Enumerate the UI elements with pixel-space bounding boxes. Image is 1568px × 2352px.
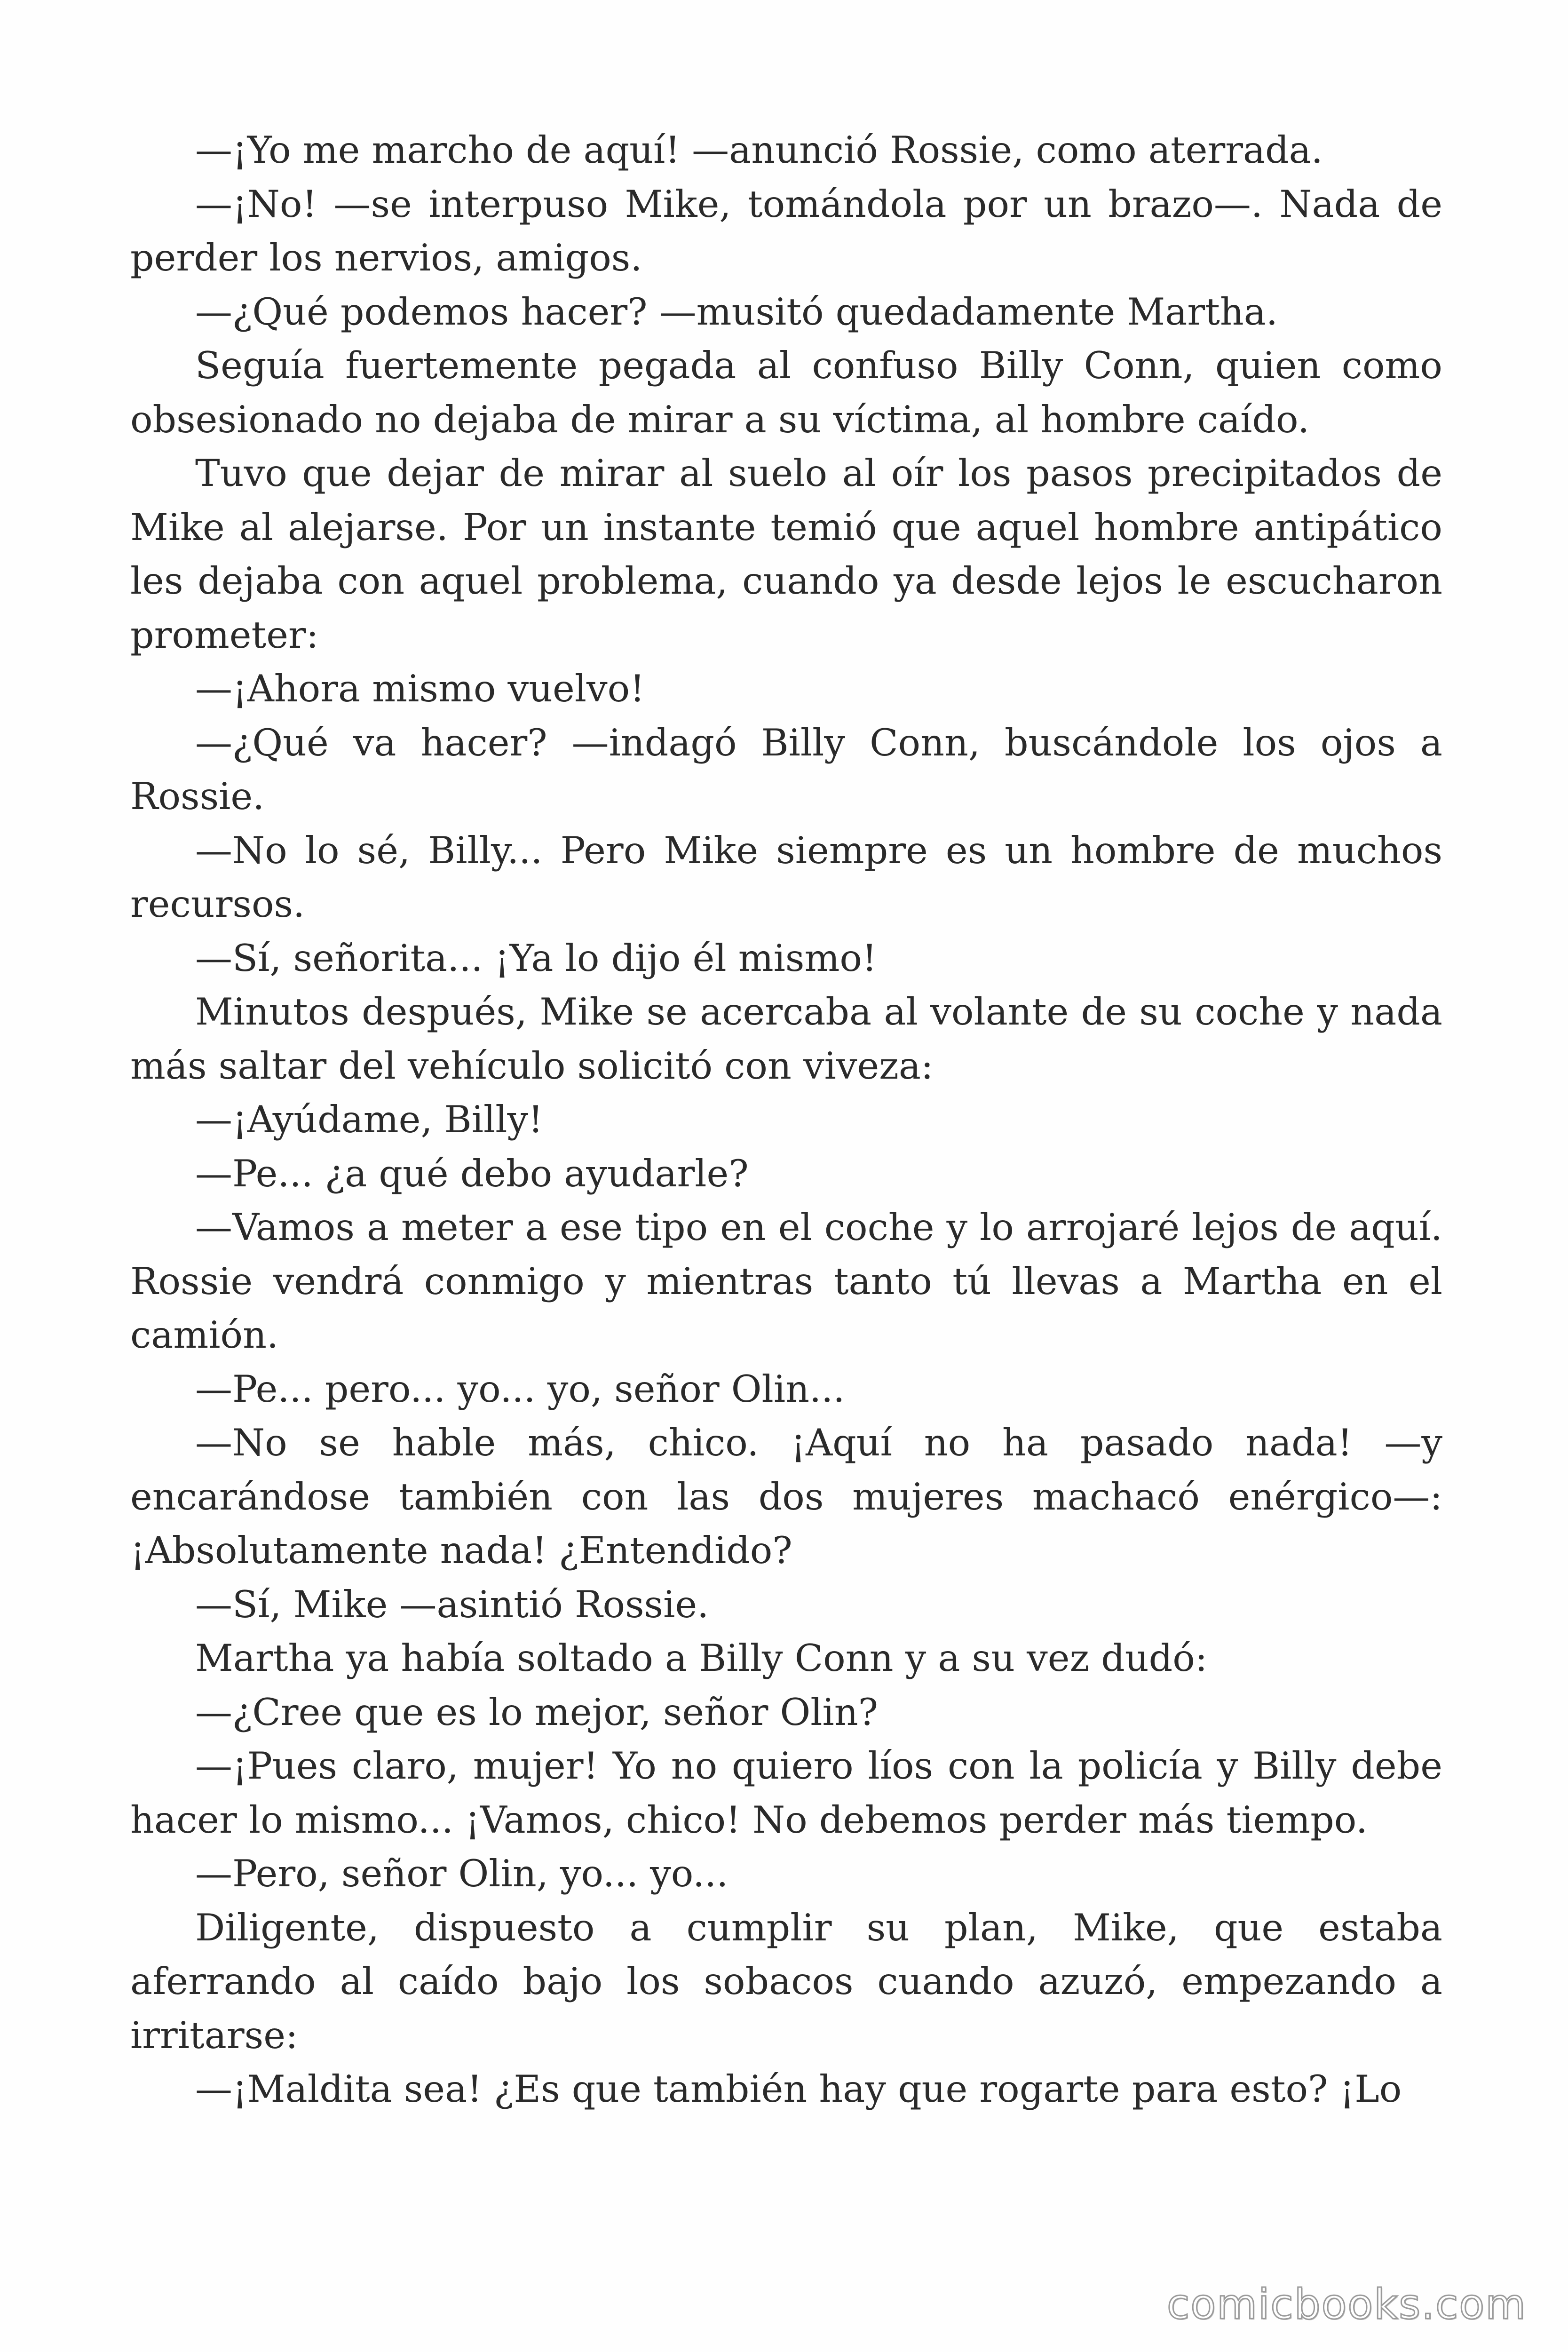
page-body-text [130, 123, 1442, 2116]
paragraph: Diligente, dispuesto a cumplir su plan, Mike, que estaba aferrando al caído bajo los sobacos cuando azuzó, empezando a irritarse: [130, 1906, 1442, 2057]
paragraph: Martha ya había soltado a Billy Conn y a su vez dudó: [195, 1637, 1208, 1680]
paragraph: —¡Pues claro, mujer! Yo no quiero líos con la policía y Billy debe hacer lo mismo... ¡Vamos, chico! No debemos perder más tiempo. [130, 1744, 1442, 1842]
paragraph: —¡Ahora mismo vuelvo! [195, 667, 645, 710]
paragraph: —Sí, Mike —asintió Rossie. [195, 1582, 709, 1626]
paragraph: —¡Yo me marcho de aquí! —anunció Rossie, como aterrada. [195, 128, 1323, 172]
paragraph: —Pero, señor Olin, yo... yo... [195, 1852, 729, 1895]
site-watermark: comicbooks.com [1166, 2280, 1527, 2328]
paragraph: —¡Maldita sea! ¿Es que también hay que rogarte para esto? ¡Lo [195, 2067, 1402, 2111]
paragraph: —Pe... ¿a qué debo ayudarle? [195, 1152, 749, 1195]
paragraph: —¿Qué podemos hacer? —musitó quedadamente Martha. [195, 290, 1278, 334]
paragraph: —No se hable más, chico. ¡Aquí no ha pasado nada! —y encarándose también con las dos mujeres machacó enérgico—: ¡Absolutamente nada! ¿Entendido? [130, 1421, 1442, 1572]
paragraph: —¡No! —se interpuso Mike, tomándola por un brazo—. Nada de perder los nervios, amigos. [130, 182, 1442, 279]
paragraph: —Pe... pero... yo... yo, señor Olin... [195, 1367, 845, 1411]
paragraph: —Sí, señorita... ¡Ya lo dijo él mismo! [195, 936, 877, 980]
paragraph: —Vamos a meter a ese tipo en el coche y lo arrojaré lejos de aquí. Rossie vendrá conmigo y mientras tanto tú llevas a Martha en el camión. [130, 1206, 1442, 1357]
paragraph: Minutos después, Mike se acercaba al volante de su coche y nada más saltar del vehículo solicitó con viveza: [130, 990, 1442, 1088]
paragraph: Seguía fuertemente pegada al confuso Billy Conn, quien como obsesionado no dejaba de mirar a su víctima, al hombre caído. [130, 344, 1442, 441]
paragraph: —¿Qué va hacer? —indagó Billy Conn, buscándole los ojos a Rossie. [130, 721, 1442, 818]
paragraph: —¡Ayúdame, Billy! [195, 1098, 543, 1141]
paragraph: —No lo sé, Billy... Pero Mike siempre es un hombre de muchos recursos. [130, 828, 1442, 926]
paragraph: —¿Cree que es lo mejor, señor Olin? [195, 1690, 879, 1734]
paragraph: Tuvo que dejar de mirar al suelo al oír los pasos precipitados de Mike al alejarse. Por un instante temió que aquel hombre antipático les dejaba con aquel problema, cuando ya desde lejos le escucharon prometer: [130, 452, 1442, 657]
